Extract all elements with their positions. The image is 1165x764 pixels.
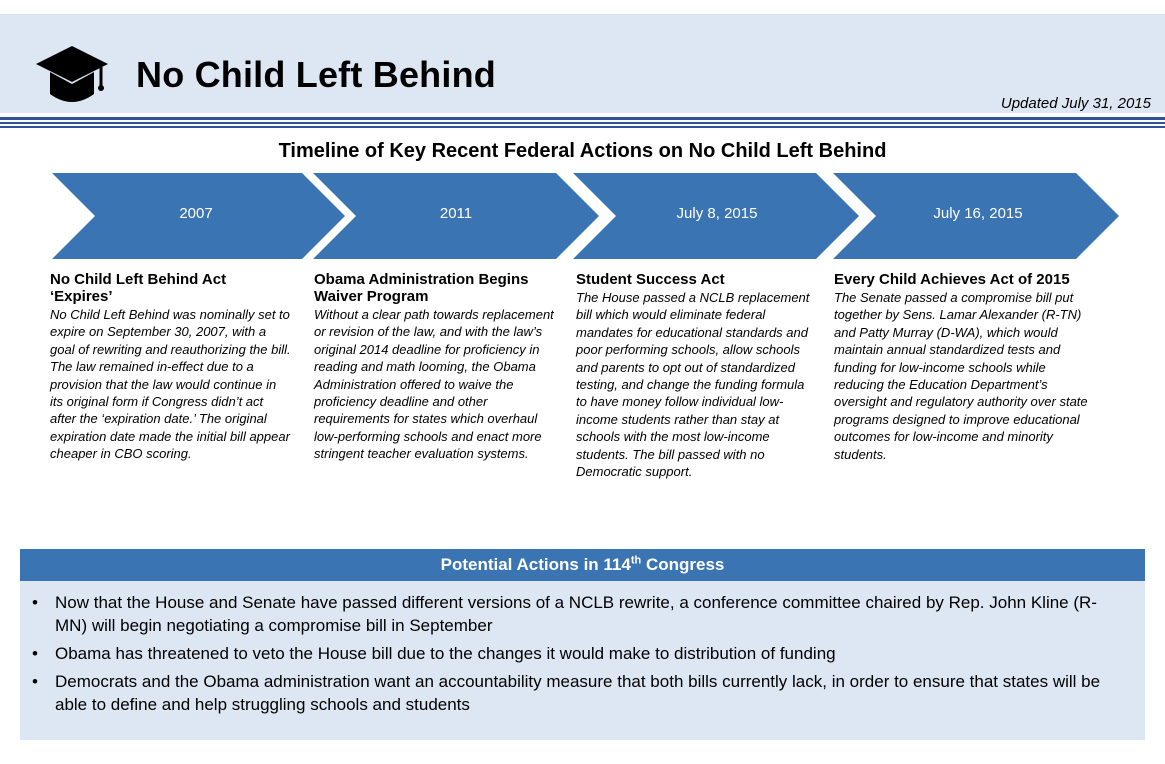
list-item: • Democrats and the Obama administration want an accountability measure that both bills currently lack, in order to ensure that states will be able to define and help struggling schools and students xyxy=(32,672,1101,714)
timeline-entry-july-16-2015 xyxy=(834,271,1096,463)
timeline-title: Timeline of Key Recent Federal Actions on No Child Left Behind xyxy=(278,140,887,162)
entry-heading: Obama Administration Begins Waiver Program xyxy=(314,271,529,305)
timeline-entry-2007 xyxy=(50,271,292,463)
entry-body: Without a clear path towards replacement or revision of the law, and with the law’s original 2014 deadline for proficiency in reading and math looming, the Obama Administration offered to waive the proficiency deadline and other requirements for states which overhaul low-performing schools and enact more stringent teacher evaluation systems. xyxy=(314,307,554,462)
list-item: • Obama has threatened to veto the House bill due to the changes it would make to distribution of funding xyxy=(32,644,836,663)
potential-actions-list xyxy=(20,581,1145,716)
entry-heading: Student Success Act xyxy=(576,271,725,288)
entry-body: The House passed a NCLB replacement bill which would eliminate federal mandates for educational standards and poor performing schools, allow schools and parents to opt out of standardized testing, and change the funding formula to have money follow individual low-income students rather than stay at schools with the most low-income students. The bill passed with no Democratic support. xyxy=(576,290,810,480)
timeline-date-4: July 16, 2015 xyxy=(933,205,1023,222)
timeline-entry-2011 xyxy=(314,271,556,463)
bullet-icon: • xyxy=(32,672,38,691)
graduation-cap-icon xyxy=(34,44,110,108)
potential-actions-box xyxy=(20,549,1145,740)
timeline-date-2: 2011 xyxy=(439,205,473,222)
page-title: No Child Left Behind xyxy=(136,54,496,95)
timeline-date-3: July 8, 2015 xyxy=(676,205,758,222)
entry-body: The Senate passed a compromise bill put together by Sens. Lamar Alexander (R-TN) and Patty Murray (D-WA), which would maintain annual standardized tests and funding for low-income schools while reducing the Education Department’s oversight and regulatory authority over state programs designed to improve educational outcomes for low-income and minority students. xyxy=(834,290,1088,462)
bullet-icon: • xyxy=(32,593,38,612)
entry-body: No Child Left Behind was nominally set to expire on September 30, 2007, with a goal of rewriting and reauthorizing the bill. The law remained in-effect due to a provision that the law would continue in its original form if Congress didn’t act after the ‘expiration date.’ The original expiration date made the initial bill appear cheaper in CBO scoring. xyxy=(50,307,291,462)
entry-heading: Every Child Achieves Act of 2015 xyxy=(834,271,1070,288)
timeline-entry-july-8-2015 xyxy=(576,271,812,480)
divider-line xyxy=(0,122,1165,124)
divider-line xyxy=(0,126,1165,128)
header-band xyxy=(0,14,1165,113)
potential-actions-title: Potential Actions in 114th Congress xyxy=(20,549,1145,581)
timeline-date-1: 2007 xyxy=(179,205,213,222)
updated-date: Updated July 31, 2015 xyxy=(1000,95,1151,112)
divider-line xyxy=(0,117,1165,120)
entry-heading: No Child Left Behind Act ‘Expires’ xyxy=(50,271,227,305)
list-item: • Now that the House and Senate have passed different versions of a NCLB rewrite, a conference committee chaired by Rep. John Kline (R-MN) will begin negotiating a compromise bill in September xyxy=(32,593,1097,635)
bullet-icon: • xyxy=(32,644,38,663)
